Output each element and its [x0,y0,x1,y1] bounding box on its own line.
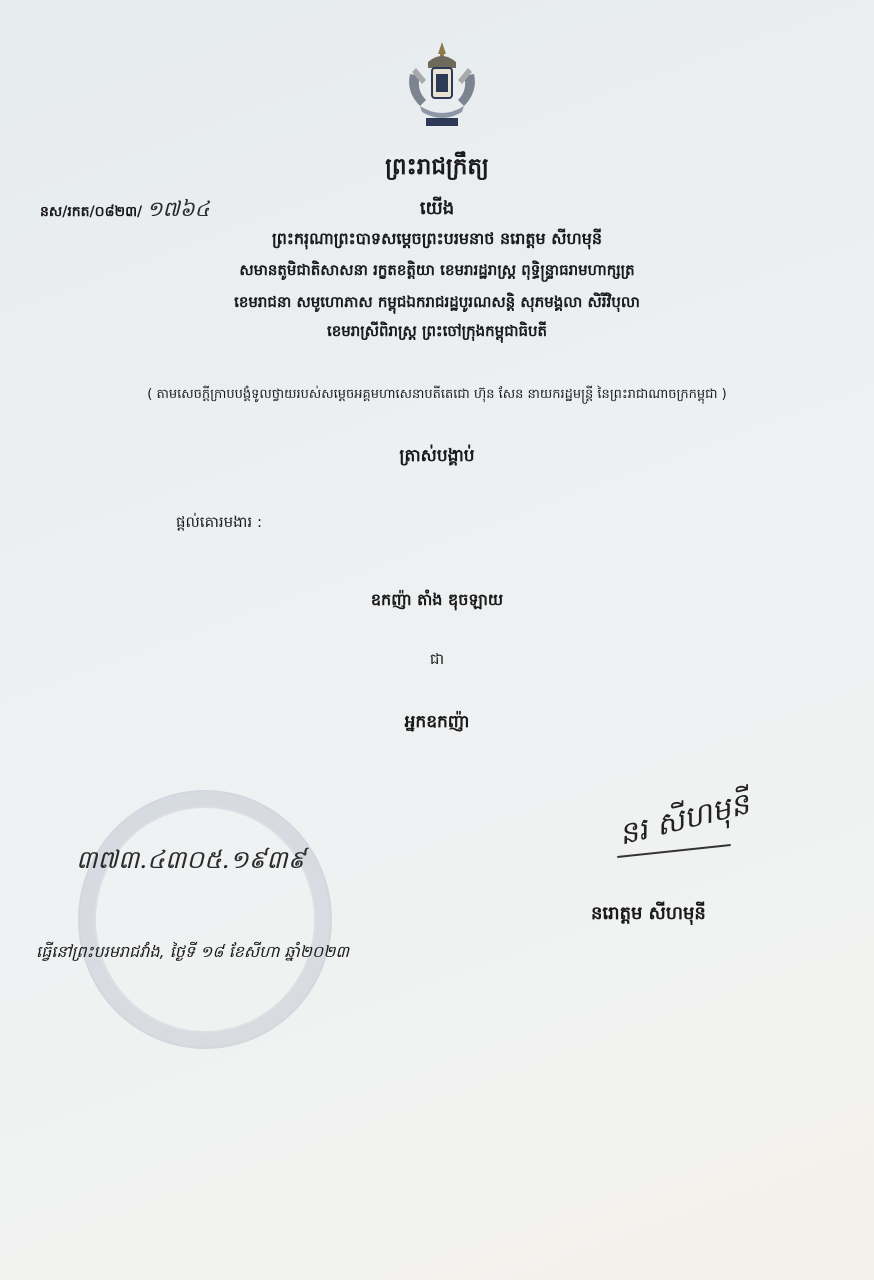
king-title-line-3: ខេមរាជនា សមូហោភាស កម្ពុជឯករាជរដ្ឋបូរណសន្តិ សុភមង្គលា សិរីវិបុលា [234,293,640,311]
king-title-line-2: សមានតូមិជាតិសាសនា រក្ខតខត្តិយា ខេមរារដ្ឋរាស្ត្រ ពុទ្ធិន្ទ្រាធរាមហាក្សត្រ [239,261,635,279]
decree-heading: ត្រាស់បង្គាប់ [399,446,475,466]
handwritten-registration: ៣៧៣.៤៣០៥.១៩៣៩ [76,845,306,874]
royal-arms-emblem-icon [400,40,484,130]
reference-number-printed: នស/រកត/០៨២៣/ [40,204,143,220]
proposal-note: ( តាមសេចក្តីក្រាបបង្គំទូលថ្វាយរបស់សម្តេចអគ្គមហាសេនាបតីតេជោ ហ៊ុន សែន នាយករដ្ឋមន្ត្រី នៃព្រះរាជាណាចក្រកម្ពុជា ) [147,387,727,402]
date-line: ធ្វើនៅព្រះបរមរាជវាំង, ថ្ងៃទី ១៨ ខែសីហា ឆ្នាំ២០២៣ [36,942,350,961]
decree-title: ព្រះរាជក្រឹត្យ [385,154,489,180]
as-word: ជា [429,650,445,668]
king-title-line-4: ខេមរាស្រីពិរាស្ត្រ ព្រះចៅក្រុងកម្ពុជាធិបតី [326,322,548,340]
we-heading: យើង [419,198,455,219]
recipient-name: ឧកញ៉ា តាំង ឌុចឡាយ [370,590,504,609]
signatory-name: នរោត្តម សីហមុនី [591,903,706,924]
title-granted: អ្នកឧកញ៉ា [404,712,470,732]
reference-number-handwritten: ១៧៦៤ [146,197,210,221]
king-title-line-1: ព្រះករុណាព្រះបាទសម្តេចព្រះបរមនាថ នរោត្តម សីហមុនី [271,229,603,248]
grant-label: ផ្តល់គោរមងារ : [176,513,262,531]
embossed-seal-icon [78,790,332,1049]
king-signature: នរ សីហមុនី [615,786,753,853]
